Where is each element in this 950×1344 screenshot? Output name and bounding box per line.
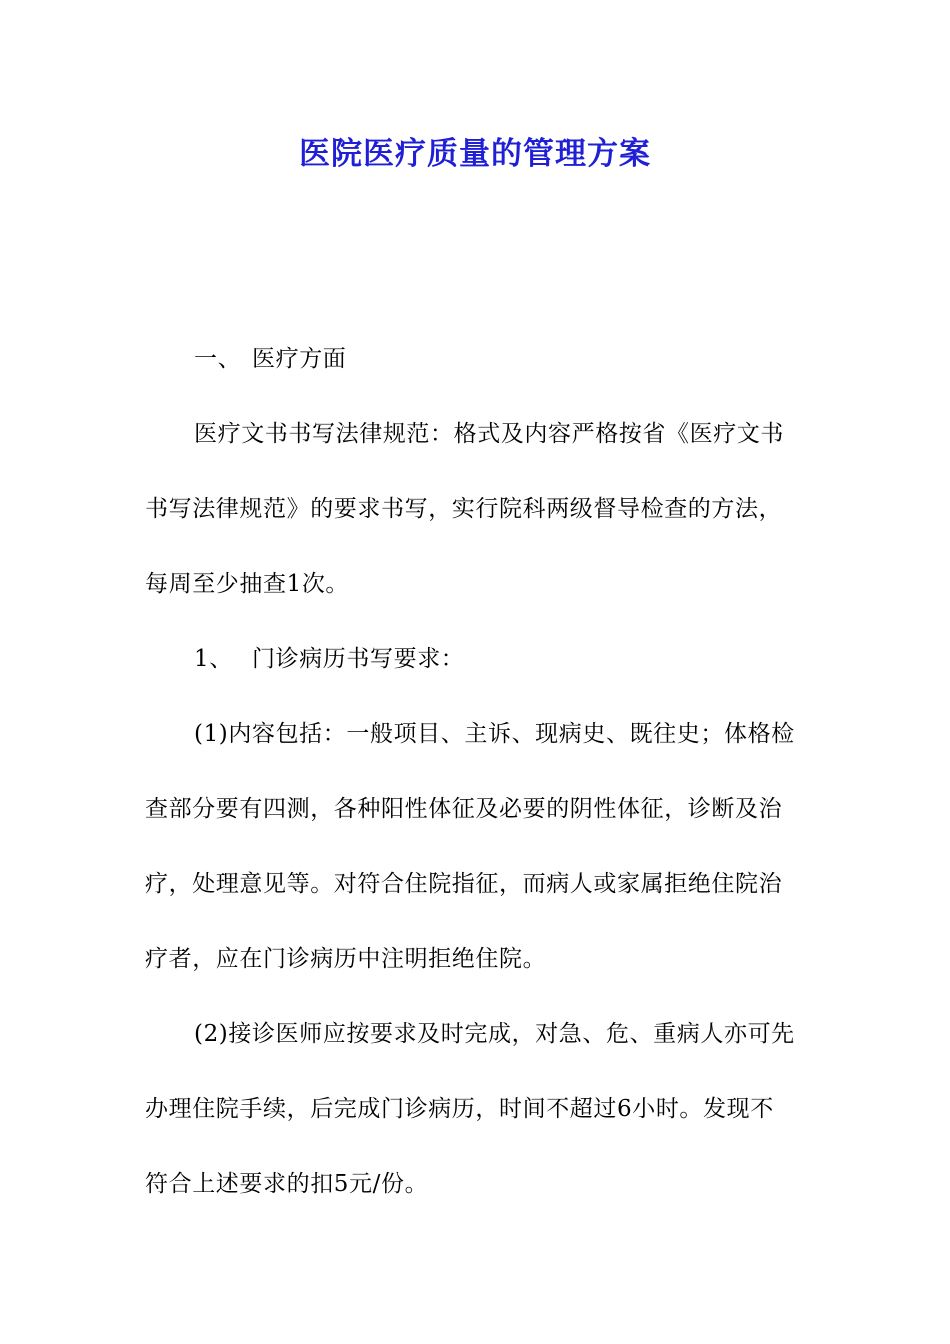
paragraph-outpatient-timing xyxy=(145,997,807,1222)
item-number: 1、 xyxy=(194,646,233,672)
paragraph-line: 办理住院手续，后完成门诊病历，时间不超过6小时。发现不 xyxy=(145,1096,774,1122)
section-heading xyxy=(145,322,807,397)
paragraph-line: 疗者，应在门诊病历中注明拒绝住院。 xyxy=(145,946,547,972)
document-title: 医院医疗质量的管理方案 xyxy=(299,136,651,172)
paragraph-line: 书写法律规范》的要求书写，实行院科两级督导检查的方法， xyxy=(145,496,783,522)
item-label: 门诊病历书写要求： xyxy=(252,646,465,672)
section-label: 医疗方面 xyxy=(252,346,347,372)
item-heading-line xyxy=(145,622,807,697)
section-number: 一、 xyxy=(194,346,242,372)
paragraph-line: 医疗文书书写法律规范：格式及内容严格按省《医疗文书 xyxy=(194,421,784,447)
item-heading xyxy=(145,622,807,697)
paragraph-line: 查部分要有四测，各种阳性体征及必要的阴性体征，诊断及治 xyxy=(145,796,783,822)
paragraph-line: (1)内容包括：一般项目、主诉、现病史、既往史；体格检 xyxy=(194,721,795,747)
paragraph-medical-documents xyxy=(145,397,807,622)
paragraph-outpatient-content xyxy=(145,697,807,997)
paragraph-line: 疗，处理意见等。对符合住院指征，而病人或家属拒绝住院治 xyxy=(145,871,783,897)
paragraph-line: (2)接诊医师应按要求及时完成，对急、危、重病人亦可先 xyxy=(194,1021,795,1047)
paragraph-line: 每周至少抽查1次。 xyxy=(145,571,350,597)
paragraph-line: 符合上述要求的扣5元/份。 xyxy=(145,1171,429,1197)
section-heading-line xyxy=(145,322,807,397)
